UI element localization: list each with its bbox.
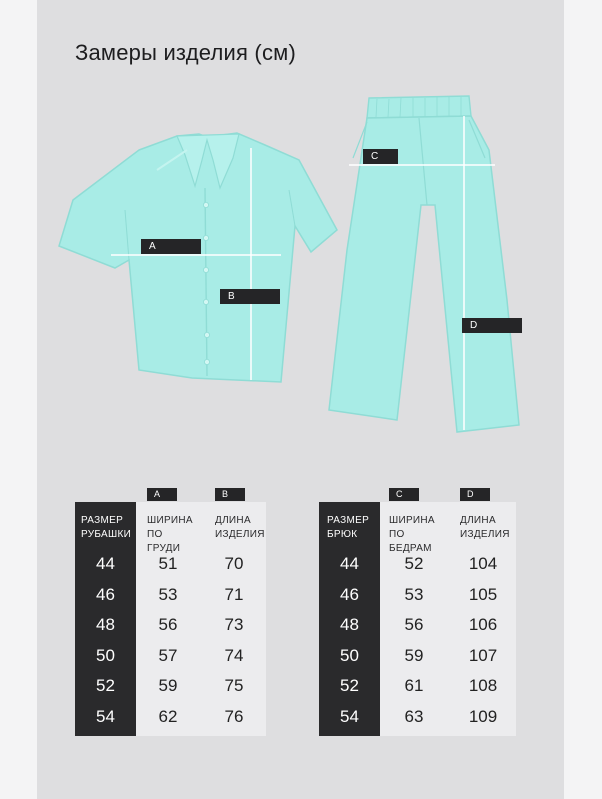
value-cell: 75 — [224, 676, 244, 696]
value-cell: 76 — [224, 707, 244, 726]
table-tag-c: C — [389, 488, 419, 501]
value-cell: 105 — [468, 584, 498, 604]
value-cell: 106 — [468, 615, 498, 635]
value-cell: 52 — [404, 554, 424, 573]
pants-image — [329, 96, 519, 432]
pants-length-header: ДЛИНА ИЗДЕЛИЯ — [460, 515, 510, 540]
size-cell: 52 — [340, 676, 359, 696]
value-cell: 59 — [404, 645, 424, 665]
value-cell: 53 — [158, 584, 178, 604]
value-cell: 109 — [468, 707, 498, 726]
shirt-image — [59, 133, 337, 382]
size-cell: 50 — [96, 645, 115, 665]
value-cell: 71 — [224, 584, 244, 604]
page-title: Замеры изделия (см) — [75, 40, 297, 65]
size-cell: 46 — [96, 584, 115, 604]
size-cell: 50 — [340, 645, 359, 665]
size-cell: 46 — [340, 584, 359, 604]
size-cell: 48 — [96, 615, 115, 635]
value-cell: 62 — [158, 707, 178, 726]
table-tag-d: D — [460, 488, 490, 501]
value-cell: 73 — [224, 615, 244, 635]
value-cell: 57 — [158, 645, 178, 665]
value-cell: 61 — [404, 676, 424, 696]
size-cell: 54 — [96, 707, 115, 726]
size-cell: 52 — [96, 676, 115, 696]
value-cell: 107 — [468, 645, 498, 665]
value-cell: 56 — [404, 615, 424, 635]
value-cell: 53 — [404, 584, 424, 604]
tag-c: C — [363, 149, 398, 164]
size-cell: 44 — [96, 554, 115, 573]
value-cell: 108 — [468, 676, 498, 696]
shirt-size-header: РАЗМЕР РУБАШКИ — [81, 515, 132, 540]
tag-a: A — [141, 239, 201, 254]
table-tag-a: A — [147, 488, 177, 501]
shirt-chest-header: ШИРИНА ПО ГРУДИ — [147, 515, 193, 554]
size-cell: 54 — [340, 707, 359, 726]
tag-b: B — [220, 289, 280, 304]
page-background — [37, 0, 564, 799]
size-cell: 48 — [340, 615, 359, 635]
tag-d: D — [462, 318, 522, 333]
value-cell: 56 — [158, 615, 178, 635]
value-cell: 70 — [224, 554, 244, 573]
pants-hip-header: ШИРИНА ПО БЕДРАМ — [389, 515, 435, 554]
table-tag-b: B — [215, 488, 245, 501]
value-cell: 51 — [158, 554, 178, 573]
value-cell: 74 — [224, 645, 244, 665]
garment-illustration — [37, 0, 564, 480]
shirt-length-header: ДЛИНА ИЗДЕЛИЯ — [215, 515, 265, 540]
pants-size-header: РАЗМЕР БРЮК — [327, 515, 370, 540]
size-cell: 44 — [340, 554, 359, 573]
value-cell: 59 — [158, 676, 178, 696]
value-cell: 63 — [404, 707, 424, 726]
value-cell: 104 — [468, 554, 498, 573]
